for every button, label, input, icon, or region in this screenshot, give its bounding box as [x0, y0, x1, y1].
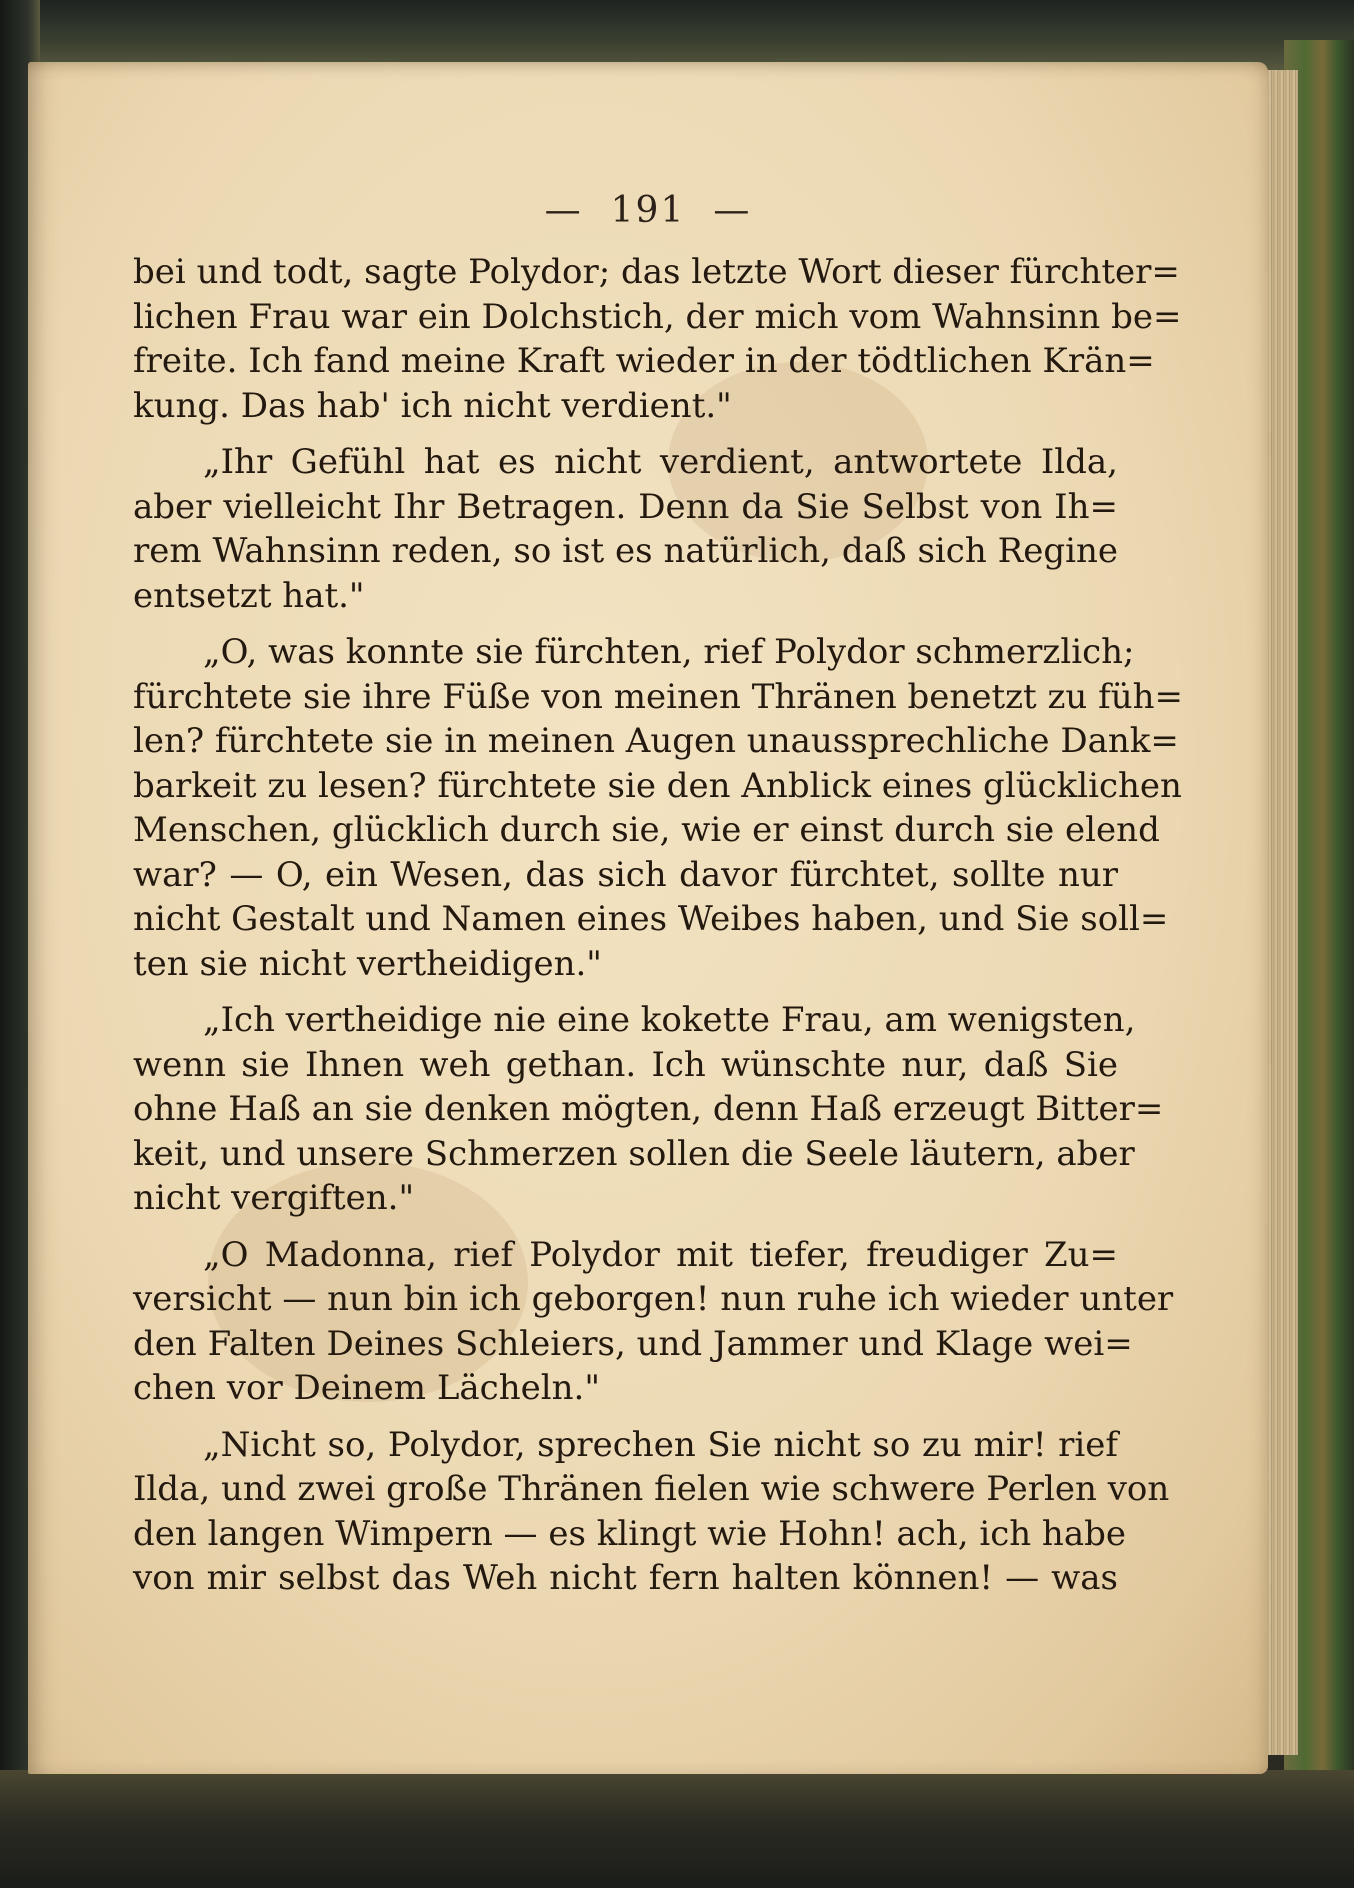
text-line: ten sie nicht vertheidigen." [133, 943, 602, 984]
text-line: Ilda, und zwei große Thränen fielen wie schwere Perlen von [133, 1469, 1170, 1509]
text-line: chen vor Deinem Lächeln." [133, 1368, 600, 1408]
text-line: „O Madonna, rief Polydor mit tiefer, freudiger Zu= [203, 1234, 1118, 1275]
text-line: „O, was konnte sie fürchten, rief Polydor schmerzlich; [203, 632, 1135, 672]
text-line: „Ich vertheidige nie eine kokette Frau, am wenigsten, [203, 1000, 1136, 1040]
text-line: entsetzt hat." [133, 575, 365, 616]
text-line: wenn sie Ihnen weh gethan. Ich wünschte nur, daß Sie [133, 1044, 1118, 1085]
text-line: kung. Das hab' ich nicht verdient." [133, 385, 732, 426]
text-line: den langen Wimpern — es klingt wie Hohn! ach, ich habe [133, 1513, 1126, 1554]
text-line: aber vielleicht Ihr Betragen. Denn da Sie Selbst von Ih= [133, 486, 1118, 527]
text-line: „Ihr Gefühl hat es nicht verdient, antwortete Ilda, [203, 442, 1118, 482]
book-cover-top [0, 0, 1354, 70]
text-line: freite. Ich fand meine Kraft wieder in der tödtlichen Krän= [133, 341, 1155, 381]
page-number-dash-right: — [713, 190, 752, 231]
text-line: Menschen, glücklich durch sie, wie er einst durch sie elend [133, 810, 1160, 850]
text-line: keit, und unsere Schmerzen sollen die Seele läutern, aber [133, 1133, 1135, 1174]
book-page [28, 62, 1268, 1774]
text-line: barkeit zu lesen? fürchtete sie den Anblick eines glücklichen [133, 765, 1182, 806]
text-line: bei und todt, sagte Polydor; das letzte Wort dieser fürchter= [133, 252, 1180, 292]
text-line: lichen Frau war ein Dolchstich, der mich vom Wahnsinn be= [133, 296, 1182, 337]
paragraph-2 [133, 440, 1118, 618]
text-line: von mir selbst das Weh nicht fern halten können! — was [133, 1558, 1118, 1598]
text-line: den Falten Deines Schleiers, und Jammer und Klage wei= [133, 1323, 1133, 1364]
text-line: versicht — nun bin ich geborgen! nun ruhe ich wieder unter [133, 1279, 1174, 1319]
body-text [133, 250, 1183, 1613]
page-number: 191 [610, 190, 686, 231]
text-line: „Nicht so, Polydor, sprechen Sie nicht so zu mir! rief [203, 1424, 1118, 1465]
page-number-header [28, 190, 1268, 231]
paragraph-1 [133, 250, 1182, 428]
text-line: ohne Haß an sie denken mögten, denn Haß erzeugt Bitter= [133, 1089, 1164, 1129]
text-line: nicht Gestalt und Namen eines Weibes haben, und Sie soll= [133, 899, 1169, 939]
text-line: fürchtete sie ihre Füße von meinen Thränen benetzt zu füh= [133, 676, 1183, 717]
paragraph-5 [133, 1233, 1174, 1411]
text-line: war? — O, ein Wesen, das sich davor fürchtet, sollte nur [133, 854, 1118, 895]
text-line: len? fürchtete sie in meinen Augen unaussprechliche Dank= [133, 721, 1179, 761]
text-line: rem Wahnsinn reden, so ist es natürlich, daß sich Regine [133, 531, 1118, 571]
paragraph-6 [133, 1423, 1170, 1601]
text-line: nicht vergiften." [133, 1178, 415, 1218]
page-number-dash-left: — [544, 190, 583, 231]
book-cover-bottom [0, 1770, 1354, 1888]
paragraph-4 [133, 998, 1164, 1221]
paragraph-3 [133, 630, 1183, 986]
